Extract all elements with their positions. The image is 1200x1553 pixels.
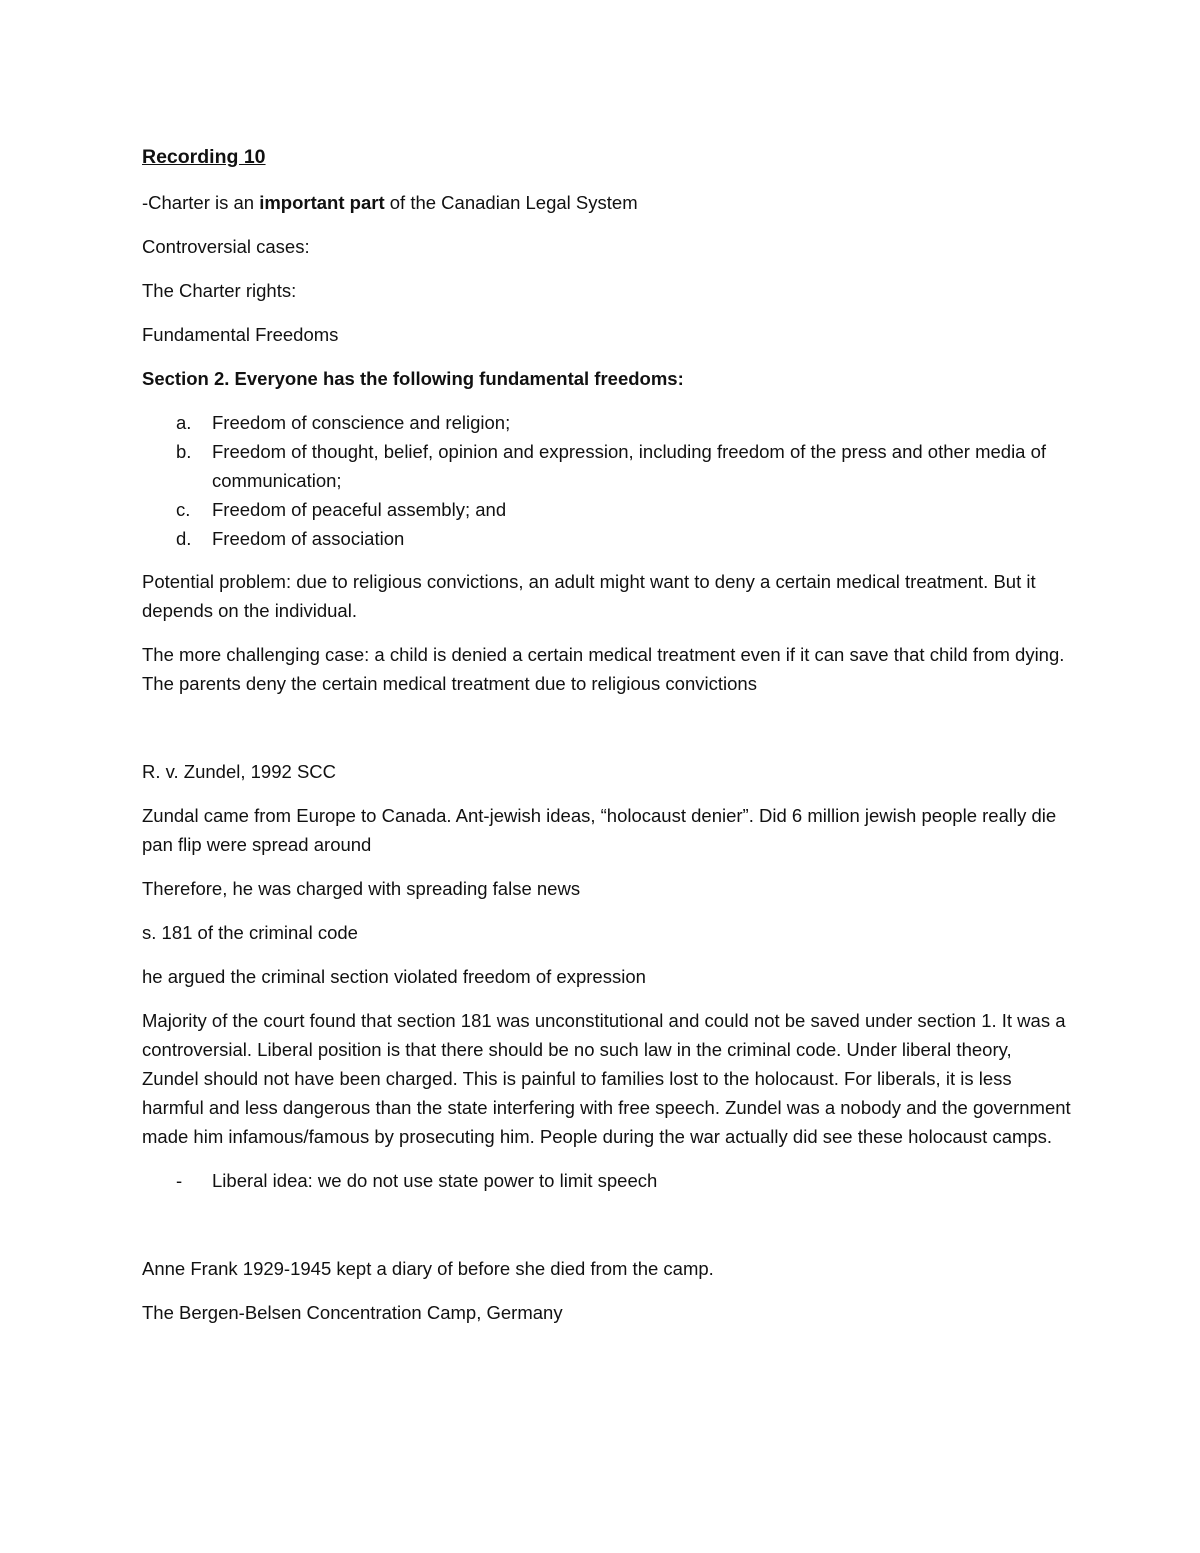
list-marker: a. bbox=[176, 412, 192, 433]
list-item-text: Freedom of association bbox=[212, 528, 405, 549]
list-item bbox=[142, 408, 1072, 437]
majority-paragraph: Majority of the court found that section 181 was unconstitutional and could not be saved under section 1. It was a controversial. Liberal position is that there should be no such law in the criminal code. Under liberal theory, Zundel should not have been charged. This is painful to families lost to the holocaust. For liberals, it is less harmful and less dangerous than the state interfering with free speech. Zundel was a nobody and the government made him infamous/famous by prosecuting him. People during the war actually did see these holocaust camps. bbox=[142, 1010, 1071, 1147]
document-page bbox=[142, 140, 1072, 1342]
list-item-text: Freedom of thought, belief, opinion and expression, including freedom of the press and other media of communication; bbox=[212, 441, 1047, 491]
blank-line bbox=[142, 713, 1072, 757]
list-item bbox=[142, 495, 1072, 524]
list-marker: c. bbox=[176, 499, 191, 520]
dash-list bbox=[142, 1166, 1072, 1195]
case-name: R. v. Zundel, 1992 SCC bbox=[142, 761, 336, 782]
page-title: Recording 10 bbox=[142, 146, 266, 168]
list-item-text: Freedom of conscience and religion; bbox=[212, 412, 511, 433]
intro-bold: important part bbox=[259, 192, 385, 213]
challenging-case-paragraph: The more challenging case: a child is denied a certain medical treatment even if it can save that child from dying. The parents deny the certain medical treatment due to religious convictions bbox=[142, 644, 1065, 694]
potential-problem-paragraph: Potential problem: due to religious convictions, an adult might want to deny a certain medical treatment. But it depends on the individual. bbox=[142, 571, 1036, 621]
argued-line: he argued the criminal section violated freedom of expression bbox=[142, 966, 646, 987]
list-item bbox=[142, 1166, 1072, 1195]
bergen-belsen-line: The Bergen-Belsen Concentration Camp, Germany bbox=[142, 1302, 563, 1323]
controversial-line: Controversial cases: bbox=[142, 236, 310, 257]
section-2-heading: Section 2. Everyone has the following fundamental freedoms: bbox=[142, 368, 684, 389]
blank-line bbox=[142, 1210, 1072, 1254]
list-marker: d. bbox=[176, 528, 192, 549]
fundamental-freedoms-line: Fundamental Freedoms bbox=[142, 324, 339, 345]
list-item bbox=[142, 437, 1072, 495]
section-181-line: s. 181 of the criminal code bbox=[142, 922, 358, 943]
list-marker: b. bbox=[176, 441, 192, 462]
list-item-text: Freedom of peaceful assembly; and bbox=[212, 499, 507, 520]
charged-line: Therefore, he was charged with spreading false news bbox=[142, 878, 581, 899]
list-item-text: Liberal idea: we do not use state power to limit speech bbox=[212, 1170, 658, 1191]
intro-suffix: of the Canadian Legal System bbox=[384, 192, 638, 213]
intro-line bbox=[142, 188, 1072, 217]
zundal-paragraph: Zundal came from Europe to Canada. Ant-jewish ideas, “holocaust denier”. Did 6 million jewish people really die pan flip were spread around bbox=[142, 805, 1057, 855]
freedoms-list bbox=[142, 408, 1072, 553]
list-item bbox=[142, 524, 1072, 553]
list-marker: - bbox=[176, 1170, 183, 1191]
anne-frank-line: Anne Frank 1929-1945 kept a diary of before she died from the camp. bbox=[142, 1258, 714, 1279]
charter-rights-line: The Charter rights: bbox=[142, 280, 297, 301]
intro-prefix: -Charter is an bbox=[142, 192, 260, 213]
